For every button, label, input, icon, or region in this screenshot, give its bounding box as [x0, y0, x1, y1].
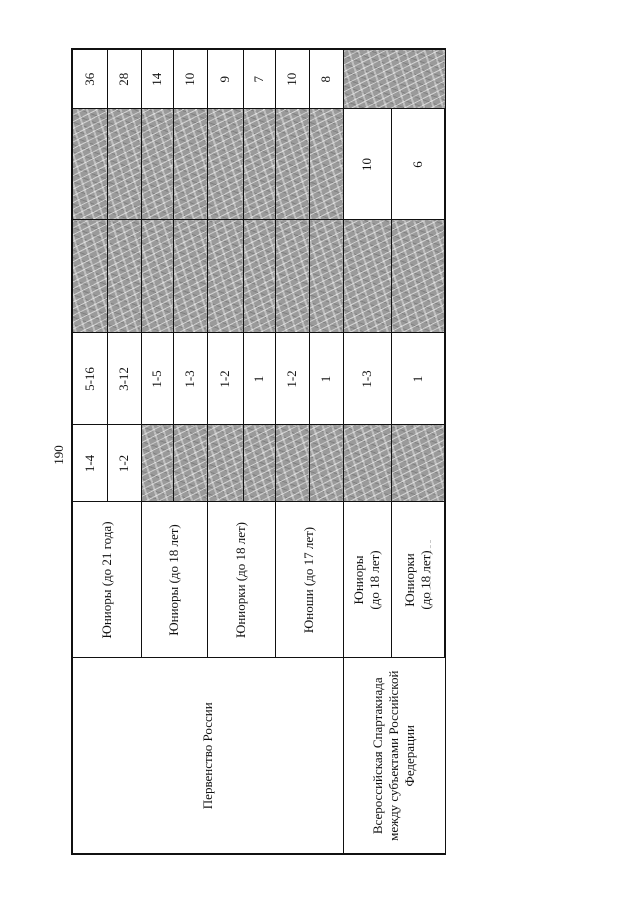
value-cell: 3-12	[107, 333, 141, 425]
results-table	[71, 48, 446, 855]
value-cell: 9	[207, 49, 243, 109]
category-cell: Юниорки (до 18 лет)	[391, 502, 445, 658]
category-cell: Юниорки (до 18 лет)	[207, 502, 275, 658]
shaded-cell	[173, 109, 207, 220]
value-cell: 28	[107, 49, 141, 109]
value-cell: 1	[391, 333, 445, 425]
shaded-cell	[207, 220, 243, 333]
shaded-cell	[72, 220, 107, 333]
value-cell: 7	[243, 49, 275, 109]
value-cell: 1-2	[207, 333, 243, 425]
page-number: 190	[51, 445, 66, 465]
shaded-cell	[173, 425, 207, 502]
value-cell: 14	[141, 49, 173, 109]
category-cell: Юниоры (до 21 года)	[72, 502, 141, 658]
table-row	[72, 49, 107, 854]
category-cell: Юниоры (до 18 лет)	[141, 502, 207, 658]
shaded-cell	[107, 109, 141, 220]
value-cell: 6	[391, 109, 445, 220]
competition-cell: Всероссийская Спартакиада между субъектами Российской Федерации	[343, 658, 445, 854]
value-cell: 36	[72, 49, 107, 109]
shaded-cell	[343, 49, 445, 109]
shaded-cell	[343, 425, 391, 502]
value-cell: 1-4	[72, 425, 107, 502]
shaded-cell	[309, 425, 343, 502]
value-cell: 10	[275, 49, 309, 109]
value-cell: 10	[343, 109, 391, 220]
table-row	[343, 49, 391, 854]
shaded-cell	[207, 425, 243, 502]
category-cell: Юноши (до 17 лет)	[275, 502, 343, 658]
shaded-cell	[243, 425, 275, 502]
shaded-cell	[243, 109, 275, 220]
shaded-cell	[173, 220, 207, 333]
shaded-cell	[141, 220, 173, 333]
shaded-cell	[243, 220, 275, 333]
rotated-table-container	[71, 50, 436, 855]
value-cell: 1-3	[343, 333, 391, 425]
value-cell: 1-2	[107, 425, 141, 502]
competition-cell: Первенство России	[72, 658, 343, 854]
value-cell: 1	[243, 333, 275, 425]
shaded-cell	[107, 220, 141, 333]
shaded-cell	[275, 425, 309, 502]
shaded-cell	[391, 220, 445, 333]
shaded-cell	[72, 109, 107, 220]
value-cell: 1-3	[173, 333, 207, 425]
value-cell: 5-16	[72, 333, 107, 425]
value-cell: 10	[173, 49, 207, 109]
value-cell: 1	[309, 333, 343, 425]
value-cell: 8	[309, 49, 343, 109]
shaded-cell	[309, 109, 343, 220]
shaded-cell	[275, 109, 309, 220]
shaded-cell	[141, 109, 173, 220]
shaded-cell	[207, 109, 243, 220]
shaded-cell	[141, 425, 173, 502]
shaded-cell	[391, 425, 445, 502]
value-cell: 1-2	[275, 333, 309, 425]
category-cell: Юниоры (до 18 лет)	[343, 502, 391, 658]
shaded-cell	[275, 220, 309, 333]
shaded-cell	[309, 220, 343, 333]
shaded-cell	[343, 220, 391, 333]
value-cell: 1-5	[141, 333, 173, 425]
